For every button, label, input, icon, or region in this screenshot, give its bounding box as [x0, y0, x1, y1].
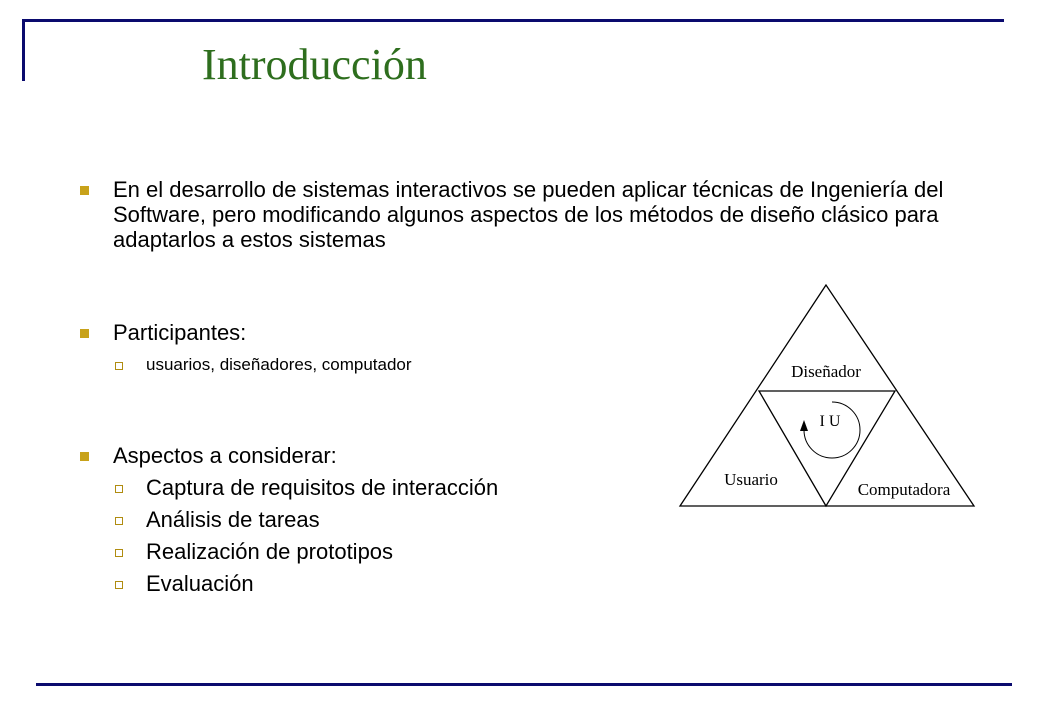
bullet-intro — [113, 177, 953, 252]
bullet-marker-icon — [80, 452, 89, 461]
bullet-marker-icon — [80, 329, 89, 338]
subbullet-marker-icon — [115, 362, 123, 370]
aspect-subitem — [146, 538, 393, 566]
diagram-label-user: Usuario — [724, 470, 778, 489]
aspect-subitem-text: Captura de requisitos de interacción — [146, 475, 499, 500]
diagram-label-ui: I U — [819, 413, 841, 430]
aspect-subitem-text: Evaluación — [146, 571, 254, 596]
subbullet-marker-icon — [115, 581, 123, 589]
aspect-subitem — [146, 506, 320, 534]
cycle-arc — [804, 402, 860, 458]
aspect-subitem — [146, 570, 254, 598]
subbullet-marker-icon — [115, 517, 123, 525]
aspect-subitem — [146, 474, 498, 502]
bullet-marker-icon — [80, 186, 89, 195]
diagram-label-computer: Computadora — [857, 480, 951, 499]
subbullet-marker-icon — [115, 549, 123, 557]
aspect-subitem-text: Análisis de tareas — [146, 507, 320, 532]
bullet-participants-text: Participantes: — [113, 320, 247, 345]
arrow-up-icon — [800, 420, 808, 431]
diagram-label-designer: Diseñador — [791, 362, 861, 381]
participants-subitem — [146, 355, 412, 375]
bottom-rule — [36, 683, 1012, 686]
bullet-intro-text: En el desarrollo de sistemas interactivos se pueden aplicar técnicas de Ingeniería del Software, pero modificando algunos aspectos de los métodos de diseño clásico para adaptarlos a estos sistemas — [113, 177, 944, 252]
top-rule — [22, 19, 1004, 22]
aspect-subitem-text: Realización de prototipos — [146, 539, 394, 564]
slide-title: Introducción — [202, 40, 427, 89]
interaction-triangle-diagram — [676, 282, 980, 512]
left-rule — [22, 19, 25, 81]
participants-subitem-text: usuarios, diseñadores, computador — [146, 355, 412, 374]
bullet-aspects-text: Aspectos a considerar: — [113, 443, 337, 468]
subbullet-marker-icon — [115, 485, 123, 493]
